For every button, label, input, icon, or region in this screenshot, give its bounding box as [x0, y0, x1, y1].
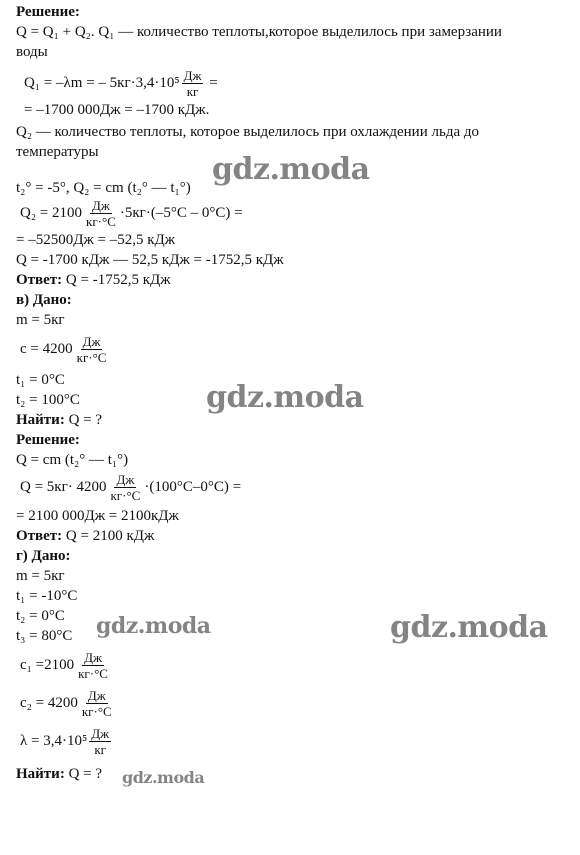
part-v-mass: m = 5кг	[16, 312, 65, 328]
part-v-t1: t₁ = 0°C	[16, 372, 65, 388]
part-v-c-unit-num: Дж	[82, 334, 101, 349]
part-g-c1-unit-fraction	[76, 650, 110, 681]
answer-2-label: Ответ:	[16, 528, 63, 544]
part-g-lambda-left: λ = 3,4·10⁵	[20, 732, 88, 749]
q2-formula-left: Q₂ = 2100	[20, 204, 83, 221]
part-g-given-heading: г) Дано:	[16, 548, 71, 564]
part-g-c2-unit-den: кг·°С	[81, 704, 112, 719]
q1-formula-left: Q₁ = –λm = – 5кг·3,4·10⁵	[24, 74, 180, 91]
watermark-5: gdz.moda	[122, 768, 205, 787]
q1-unit-den: кг	[186, 84, 199, 99]
part-g-lambda-unit-den: кг	[94, 742, 106, 757]
q-total: Q = -1700 кДж — 52,5 кДж = -1752,5 кДж	[16, 252, 284, 268]
t2-line: t₂° = -5°, Q₂ = cm (t₂° — t₁°)	[16, 180, 191, 196]
part-v-result: = 2100 000Дж = 2100кДж	[16, 508, 179, 524]
part-g-lambda-unit-fraction	[89, 726, 111, 757]
part-v-calc-unit-num: Дж	[116, 472, 135, 487]
q2-description-cont: температуры	[16, 144, 99, 160]
part-v-calc-left: Q = 5кг· 4200	[20, 478, 107, 495]
part-g-lambda-unit-num: Дж	[91, 726, 110, 741]
part-g-c1-unit-den: кг·°С	[78, 666, 108, 681]
part-v-c-left: c = 4200	[20, 340, 73, 357]
watermark-2: gdz.moda	[206, 380, 364, 415]
q2-unit-fraction	[84, 198, 118, 229]
part-v-heat-capacity	[20, 334, 580, 366]
part-g-c2-left: c₂ = 4200	[20, 694, 78, 711]
part-g-c2-unit-num: Дж	[87, 688, 106, 703]
q2-formula	[20, 198, 580, 230]
q2-unit-num: Дж	[92, 198, 110, 213]
part-g-t3: t₃ = 80°C	[16, 628, 73, 644]
part-v-calc-unit-fraction	[108, 472, 142, 503]
answer-2-value: Q = 2100 кДж	[62, 528, 155, 544]
watermark-1: gdz.moda	[212, 152, 370, 187]
part-g-find	[16, 764, 576, 784]
q-sum-line: Q = Q₁ + Q₂. Q₁ — количество теплоты,которое выделилось при замерзании	[16, 24, 502, 40]
solution-heading: Решение:	[16, 4, 80, 20]
q2-formula-tail: ·5кг·(–5°С – 0°С) =	[119, 204, 243, 221]
part-g-mass: m = 5кг	[16, 568, 65, 584]
part-v-calc-unit-den: кг·°С	[110, 488, 141, 503]
part-g-c2-unit-fraction	[80, 688, 114, 719]
part-g-lambda	[20, 726, 580, 760]
q1-result: = –1700 000Дж = –1700 кДж.	[24, 102, 210, 118]
part-g-c2	[20, 688, 580, 722]
part-g-c1	[20, 650, 580, 684]
part-g-t1: t₁ = -10°C	[16, 588, 78, 604]
answer-1-value: Q = -1752,5 кДж	[62, 272, 171, 288]
q2-result: = –52500Дж = –52,5 кДж	[16, 232, 176, 248]
part-v-solution-heading: Решение:	[16, 432, 80, 448]
answer-2	[16, 526, 576, 546]
part-v-c-unit-fraction	[75, 334, 109, 365]
q-sum-line-cont: воды	[16, 44, 48, 60]
q2-description: Q₂ — количество теплоты, которое выделилось при охлаждении льда до	[16, 124, 479, 140]
q1-unit-num: Дж	[183, 68, 202, 83]
part-v-given-heading: в) Дано:	[16, 292, 72, 308]
part-v-find-value: Q = ?	[64, 412, 103, 428]
part-v-t2: t₂ = 100°C	[16, 392, 80, 408]
q1-formula-tail: =	[205, 74, 218, 91]
watermark-3: gdz.moda	[96, 613, 211, 639]
part-g-c1-unit-num: Дж	[84, 650, 102, 665]
watermark-4: gdz.moda	[390, 610, 548, 645]
part-g-c1-left: c₁ =2100	[20, 656, 75, 673]
q1-formula	[24, 68, 580, 100]
part-g-find-value: Q = ?	[64, 766, 103, 782]
q2-unit-den: кг·°С	[86, 214, 116, 229]
part-v-formula: Q = cm (t₂° — t₁°)	[16, 452, 129, 468]
q1-unit-fraction	[182, 68, 204, 99]
part-g-find-label: Найти:	[16, 766, 65, 782]
answer-1	[16, 270, 576, 290]
part-v-calculation	[20, 472, 580, 504]
answer-1-label: Ответ:	[16, 272, 63, 288]
part-g-t2: t₂ = 0°C	[16, 608, 65, 624]
part-v-c-unit-den: кг·°С	[76, 350, 107, 365]
part-v-find-label: Найти:	[16, 412, 65, 428]
part-v-calc-tail: ·(100°С–0°С) =	[144, 478, 242, 495]
